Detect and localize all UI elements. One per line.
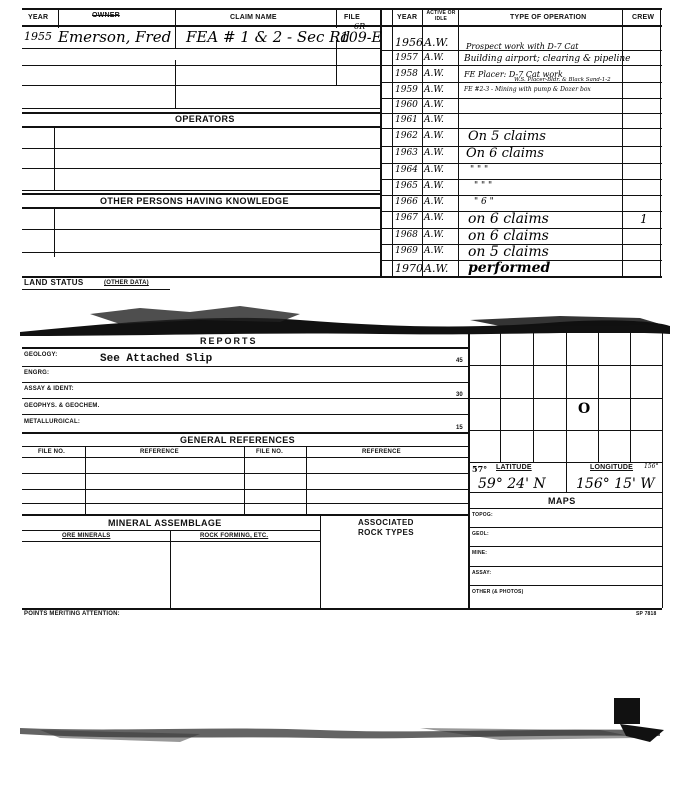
activity-status: A.W. bbox=[424, 165, 444, 175]
activity-status: A.W. bbox=[424, 100, 444, 110]
claim-owner: Emerson, Fred bbox=[58, 28, 172, 46]
activity-operation: Building airport; clearing & pipeline bbox=[464, 54, 631, 64]
activity-year: 1959 bbox=[395, 85, 418, 95]
activity-year: 1958 bbox=[395, 69, 418, 79]
land-status-heading: LAND STATUS bbox=[24, 278, 84, 287]
claim-file: 109-E bbox=[340, 30, 382, 46]
activity-operation: " 6 " bbox=[474, 197, 494, 207]
photocopy-noise-bottom bbox=[0, 690, 678, 770]
activity-year: 1957 bbox=[395, 53, 418, 63]
header-crew: CREW bbox=[632, 14, 655, 21]
header-type-of-operation: TYPE OF OPERATION bbox=[510, 14, 587, 21]
claim-year: 1955 bbox=[24, 30, 52, 43]
activity-crew: 1 bbox=[640, 212, 648, 226]
activity-operation: Prospect work with D-7 Cat bbox=[466, 42, 579, 51]
header-active-idle: ACTIVE OR IDLE bbox=[426, 10, 456, 22]
activity-year: 1969 bbox=[395, 246, 418, 256]
activity-status: A.W. bbox=[424, 69, 444, 79]
activity-year: 1961 bbox=[395, 115, 418, 125]
reports-heading: REPORTS bbox=[200, 336, 258, 346]
ref-file-no-2: FILE NO. bbox=[256, 449, 283, 455]
activity-operation: " " " bbox=[474, 181, 493, 191]
activity-year: 1962 bbox=[395, 131, 418, 141]
activity-status: A.W. bbox=[424, 131, 444, 141]
activity-status: A.W. bbox=[424, 181, 444, 191]
activity-status: A.W. bbox=[424, 53, 444, 63]
activity-year: 1968 bbox=[395, 230, 418, 240]
associated-heading: ASSOCIATED bbox=[358, 518, 414, 527]
activity-operation: FE Placer: D-7 Cat work bbox=[464, 70, 563, 79]
general-references-heading: GENERAL REFERENCES bbox=[180, 435, 296, 445]
header-year: YEAR bbox=[28, 14, 49, 21]
other-persons-heading: OTHER PERSONS HAVING KNOWLEDGE bbox=[100, 196, 289, 206]
assay-ident-label: ASSAY & IDENT: bbox=[24, 386, 74, 392]
activity-status: A.W. bbox=[424, 115, 444, 125]
mineral-assemblage-heading: MINERAL ASSEMBLAGE bbox=[108, 518, 222, 528]
metallurgical-label: METALLURGICAL: bbox=[24, 419, 81, 425]
latitude-prefix: 57° bbox=[472, 464, 488, 474]
activity-status: A.W. bbox=[424, 36, 449, 49]
claim-file-note: 6R bbox=[354, 22, 366, 31]
ref-file-no-1: FILE NO. bbox=[38, 449, 65, 455]
activity-operation: On 6 claims bbox=[466, 146, 544, 161]
header-claim-name: CLAIM NAME bbox=[230, 14, 277, 21]
activity-operation: on 5 claims bbox=[468, 244, 549, 260]
maps-assay: ASSAY: bbox=[472, 570, 492, 576]
scale-15: 15 bbox=[456, 425, 463, 431]
activity-year: 1956 bbox=[395, 36, 423, 49]
operators-heading: OPERATORS bbox=[175, 114, 235, 124]
ore-minerals-heading: ORE MINERALS bbox=[62, 533, 111, 539]
latitude-label: LATITUDE bbox=[496, 464, 532, 471]
activity-year: 1964 bbox=[395, 165, 418, 175]
activity-note: W.S. Placer-Bldr. & Black Sand-1-2 bbox=[514, 77, 611, 83]
maps-heading: MAPS bbox=[548, 496, 576, 506]
maps-other: OTHER (& PHOTOS) bbox=[472, 589, 524, 595]
longitude-value: 156° 15' W bbox=[576, 476, 655, 492]
activity-status: A.W. bbox=[424, 148, 444, 158]
longitude-label: LONGITUDE bbox=[590, 464, 634, 471]
activity-operation: On 5 claims bbox=[468, 129, 546, 144]
ref-reference-1: REFERENCE bbox=[140, 449, 179, 455]
activity-status: A.W. bbox=[424, 85, 444, 95]
activity-year: 1963 bbox=[395, 148, 418, 158]
maps-mine: MINE: bbox=[472, 550, 488, 556]
activity-status: A.W. bbox=[424, 213, 444, 223]
activity-year: 1967 bbox=[395, 213, 418, 223]
activity-year: 1965 bbox=[395, 181, 418, 191]
engrg-label: ENGRG: bbox=[24, 370, 50, 376]
activity-operation: performed bbox=[468, 260, 551, 276]
maps-geol: GEOL: bbox=[472, 531, 489, 537]
activity-year: 1966 bbox=[395, 197, 418, 207]
photocopy-smudge-band bbox=[0, 300, 678, 340]
header-owner: OWNER bbox=[92, 12, 120, 19]
activity-status: A.W. bbox=[424, 230, 444, 240]
activity-status: A.W. bbox=[424, 246, 444, 256]
activity-status: A.W. bbox=[424, 262, 449, 275]
latitude-value: 59° 24' N bbox=[478, 476, 546, 492]
land-status-note: (OTHER DATA) bbox=[104, 280, 149, 286]
activity-operation: on 6 claims bbox=[468, 211, 549, 227]
scale-30: 30 bbox=[456, 392, 463, 398]
activity-year: 1960 bbox=[395, 100, 418, 110]
scale-45: 45 bbox=[456, 358, 463, 364]
activity-year: 1970 bbox=[395, 262, 423, 275]
longitude-suffix: 156° bbox=[644, 463, 659, 470]
grid-location-mark: O bbox=[578, 401, 591, 417]
form-number: SP 7818 bbox=[636, 611, 657, 617]
ref-reference-2: REFERENCE bbox=[362, 449, 401, 455]
activity-status: A.W. bbox=[424, 197, 444, 207]
rock-types-heading: ROCK TYPES bbox=[358, 528, 415, 537]
geophys-label: GEOPHYS. & GEOCHEM. bbox=[24, 403, 100, 409]
points-meriting-attention-label: POINTS MERITING ATTENTION: bbox=[24, 611, 120, 617]
header-file: FILE bbox=[344, 14, 360, 21]
header-year-2: YEAR bbox=[397, 14, 418, 21]
geology-value: See Attached Slip bbox=[100, 353, 213, 365]
rock-forming-heading: ROCK FORMING, ETC. bbox=[200, 533, 269, 539]
claim-name: FEA # 1 & 2 - Sec Rd bbox=[186, 28, 351, 46]
maps-topog: TOPOG: bbox=[472, 512, 493, 518]
activity-operation: on 6 claims bbox=[468, 228, 549, 244]
activity-operation: FE #2-3 - Mining with pump & Dozer box bbox=[464, 86, 591, 93]
activity-operation: " " " bbox=[470, 165, 489, 175]
geology-label: GEOLOGY: bbox=[24, 352, 58, 358]
